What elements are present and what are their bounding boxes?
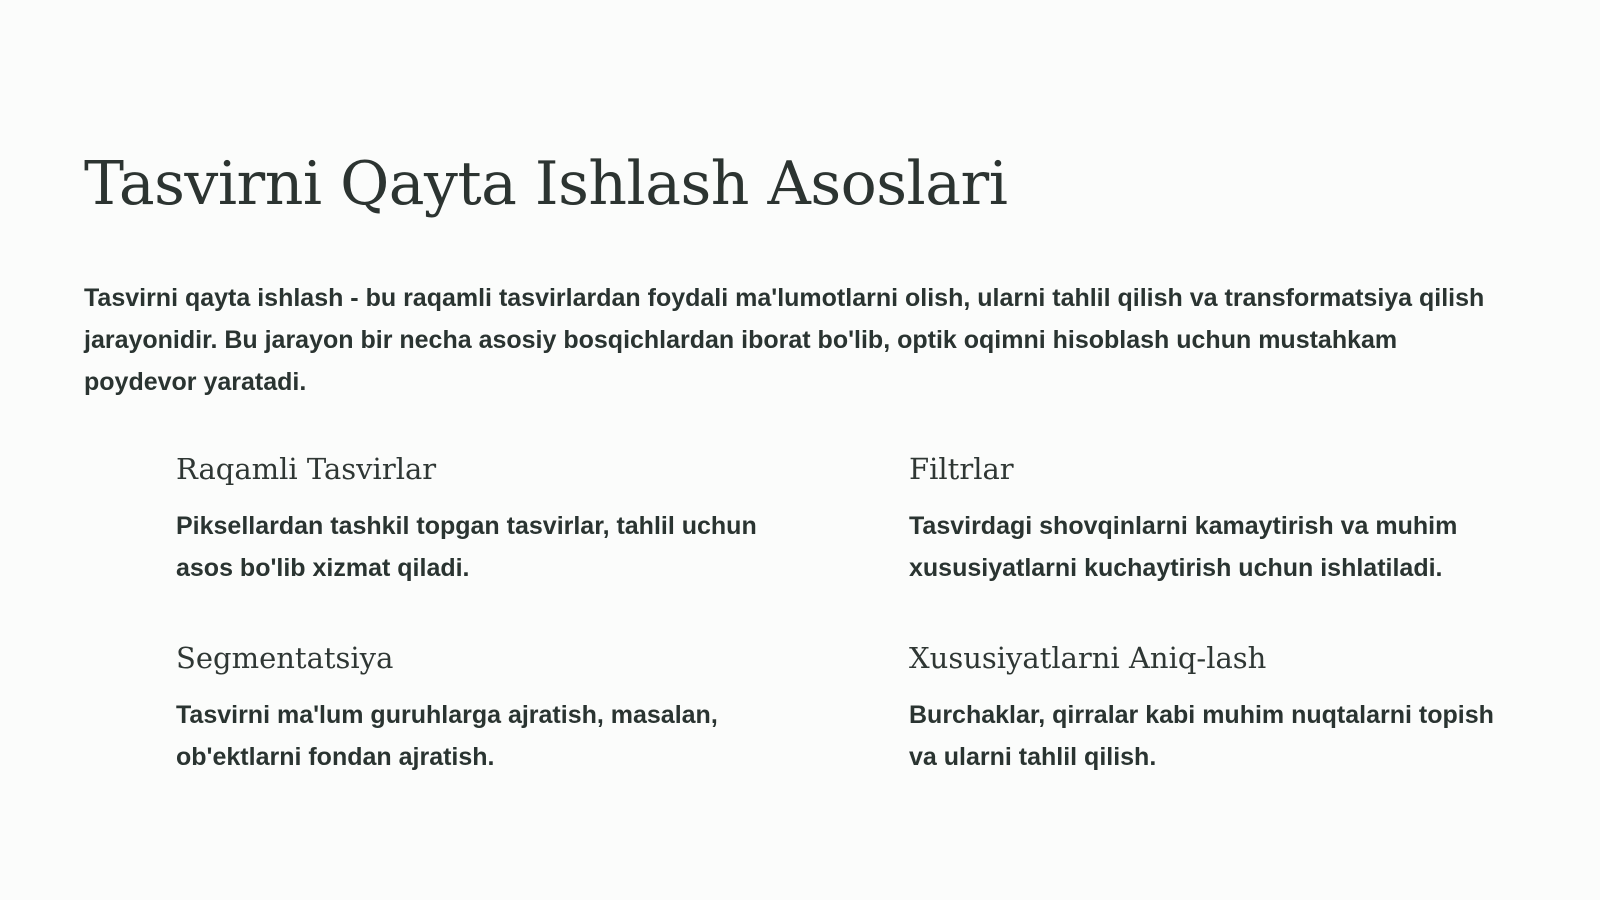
topic-title: Raqamli Tasvirlar	[176, 452, 437, 486]
topic-description: Tasvirni ma'lum guruhlarga ajratish, masalan, ob'ektlarni fondan ajratish.	[176, 700, 718, 771]
topics-grid	[176, 452, 1516, 778]
slide-title: Tasvirni Qayta Ishlash Asoslari	[84, 149, 1008, 219]
topic-card-filters	[909, 452, 1516, 589]
topic-card-feature-detection	[909, 641, 1516, 778]
topic-description: Tasvirdagi shovqinlarni kamaytirish va muhim xususiyatlarni kuchaytirish uchun ishlatiladi.	[909, 511, 1458, 582]
topic-description: Piksellardan tashkil topgan tasvirlar, tahlil uchun asos bo'lib xizmat qiladi.	[176, 511, 757, 582]
topic-title: Filtrlar	[909, 452, 1014, 486]
intro-paragraph: Tasvirni qayta ishlash - bu raqamli tasvirlardan foydali ma'lumotlarni olish, ularni tahlil qilish va transformatsiya qilish jarayonidir. Bu jarayon bir necha asosiy bosqichlardan iborat bo'lib, optik oqimni hisoblash uchun mustahkam poydevor yaratadi.	[84, 284, 1485, 396]
topic-title: Segmentatsiya	[176, 640, 394, 675]
topic-card-digital-images	[176, 452, 909, 589]
topic-description: Burchaklar, qirralar kabi muhim nuqtalarni topish va ularni tahlil qilish.	[909, 700, 1494, 771]
topic-card-segmentation	[176, 641, 909, 778]
topic-title: Xususiyatlarni Aniq-lash	[909, 640, 1267, 675]
